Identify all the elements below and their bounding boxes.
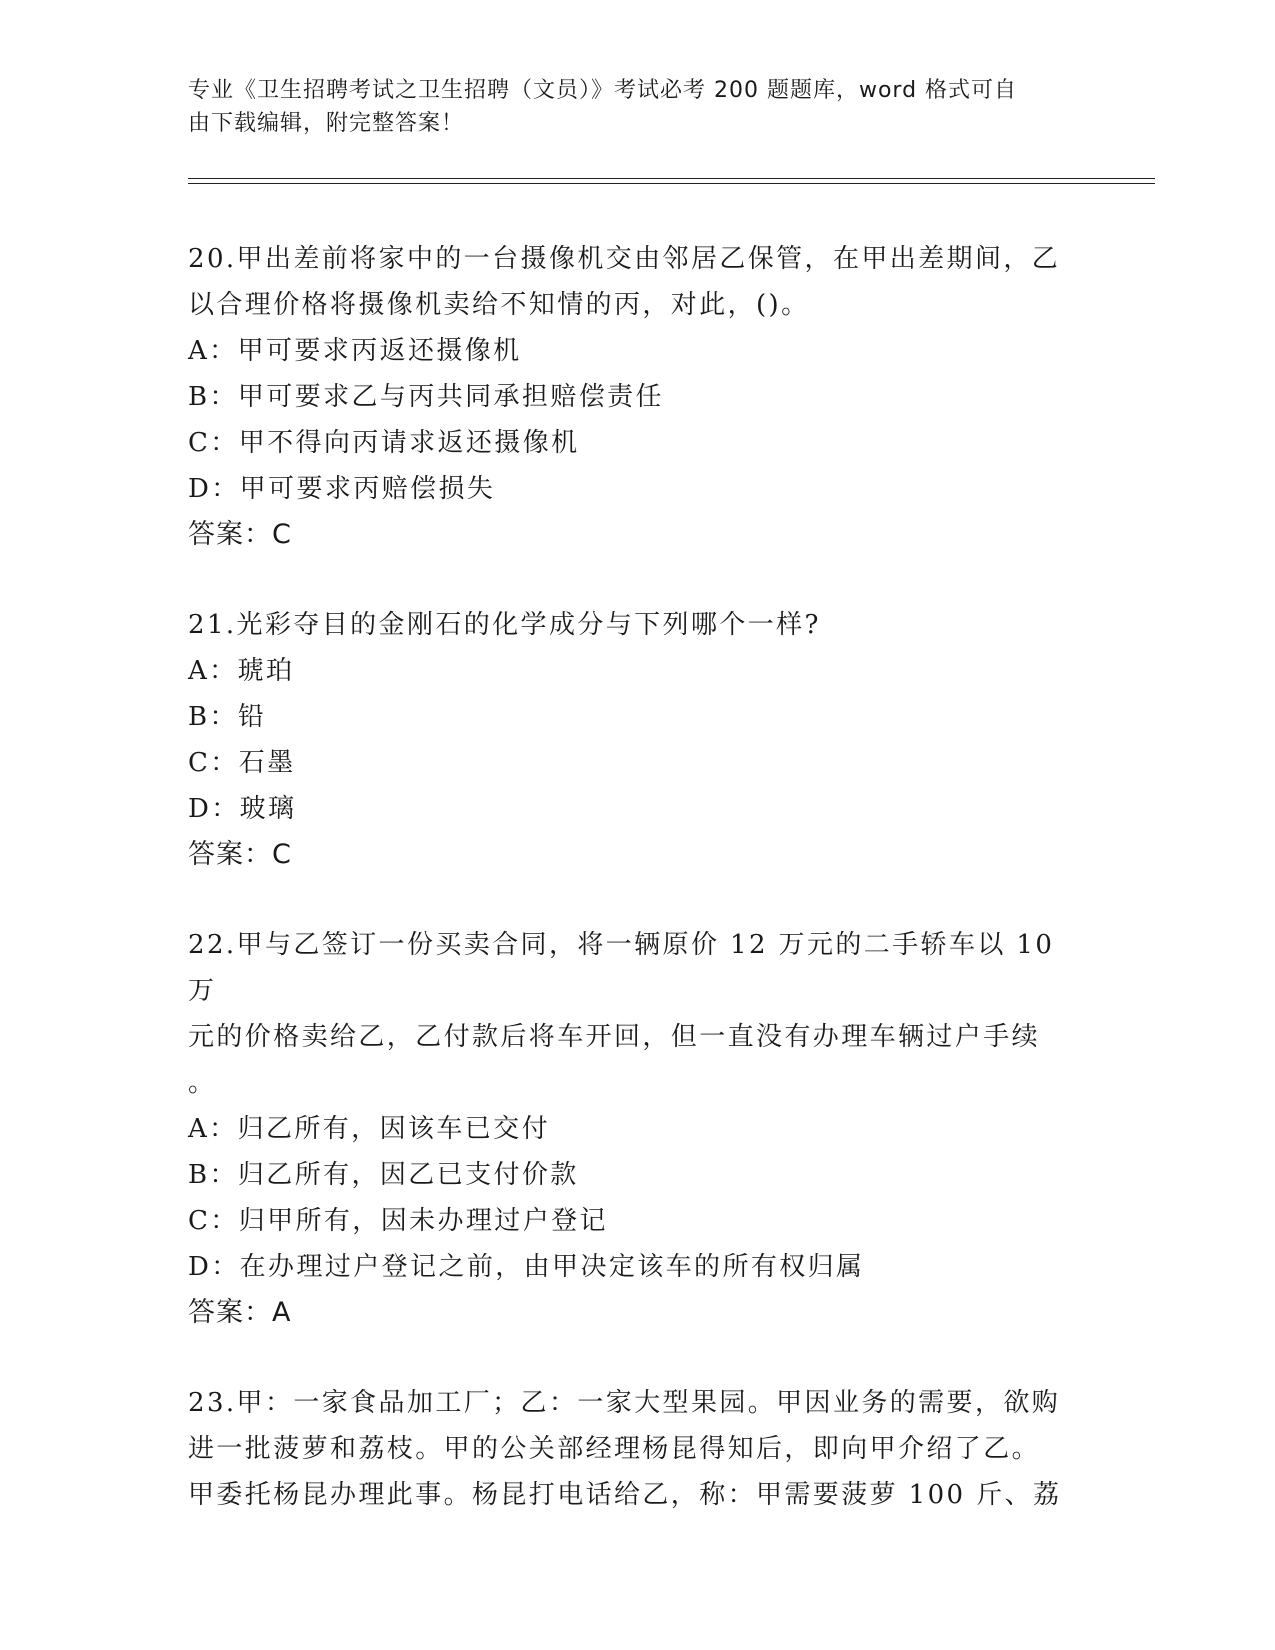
question-21-answer: 答案：C xyxy=(188,839,292,870)
question-22-option-a: A：归乙所有，因该车已交付 xyxy=(188,1114,550,1144)
question-22-line-3: 。 xyxy=(188,1068,217,1098)
question-22-option-c: C：归甲所有，因未办理过户登记 xyxy=(188,1206,608,1236)
header-line-1: 专业《卫生招聘考试之卫生招聘（文员）》考试必考 200 题题库，word 格式可自 xyxy=(188,78,1018,103)
question-20-answer: 答案：C xyxy=(188,519,292,550)
document-header xyxy=(188,74,1068,140)
question-21-option-a: A：琥珀 xyxy=(188,656,295,686)
question-22-option-b: B：归乙所有，因乙已支付价款 xyxy=(188,1160,579,1190)
header-divider-bottom xyxy=(188,183,1155,184)
question-20-line-1: 20.甲出差前将家中的一台摄像机交由邻居乙保管，在甲出差期间，乙 xyxy=(188,244,1061,274)
question-20-option-c: C：甲不得向丙请求返还摄像机 xyxy=(188,428,580,458)
header-divider-top xyxy=(188,178,1155,179)
question-20-option-b: B：甲可要求乙与丙共同承担赔偿责任 xyxy=(188,382,664,412)
question-22-option-d: D：在办理过户登记之前，由甲决定该车的所有权归属 xyxy=(188,1252,865,1282)
question-21-option-d: D：玻璃 xyxy=(188,794,297,824)
question-23-line-3: 甲委托杨昆办理此事。杨昆打电话给乙，称：甲需要菠萝 100 斤、荔 xyxy=(188,1480,1062,1510)
question-20-option-d: D：甲可要求丙赔偿损失 xyxy=(188,474,496,504)
header-line-2: 由下载编辑，附完整答案！ xyxy=(188,111,465,136)
spacer xyxy=(188,878,1078,922)
question-22-line-1: 22.甲与乙签订一份买卖合同，将一辆原价 12 万元的二手轿车以 10 万 xyxy=(188,930,1055,1006)
question-list xyxy=(188,236,1078,1518)
question-21-option-b: B：铅 xyxy=(188,702,267,732)
question-22 xyxy=(188,922,1078,1336)
question-22-line-2: 元的价格卖给乙，乙付款后将车开回，但一直没有办理车辆过户手续 xyxy=(188,1022,1041,1052)
question-21-option-c: C：石墨 xyxy=(188,748,296,778)
question-20-option-a: A：甲可要求丙返还摄像机 xyxy=(188,336,522,366)
question-22-answer: 答案：A xyxy=(188,1297,292,1328)
question-20 xyxy=(188,236,1078,558)
question-23-line-2: 进一批菠萝和荔枝。甲的公关部经理杨昆得知后，即向甲介绍了乙。 xyxy=(188,1434,1041,1464)
question-23-line-1: 23.甲：一家食品加工厂；乙：一家大型果园。甲因业务的需要，欲购 xyxy=(188,1388,1061,1418)
spacer xyxy=(188,558,1078,602)
question-23 xyxy=(188,1380,1078,1518)
question-21-line-1: 21.光彩夺目的金刚石的化学成分与下列哪个一样? xyxy=(188,610,821,640)
spacer xyxy=(188,1336,1078,1380)
question-21 xyxy=(188,602,1078,878)
question-20-line-2: 以合理价格将摄像机卖给不知情的丙，对此，()。 xyxy=(188,290,810,320)
